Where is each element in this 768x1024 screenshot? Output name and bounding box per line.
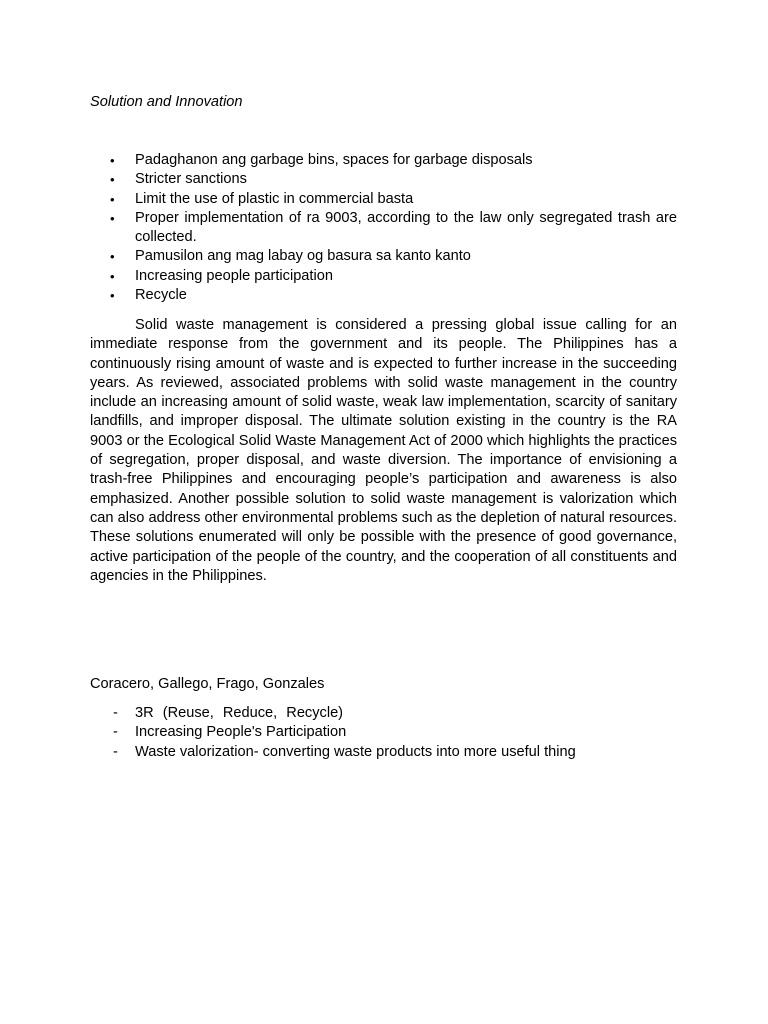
list-item-text: Waste valorization- converting waste products into more useful thing [135, 743, 576, 760]
body-paragraph: Solid waste management is considered a pressing global issue calling for an immediate response from the government and its people. The Philippines has a continuously rising amount of waste and is expected to further increase in the succeeding years. As reviewed, associated problems with solid waste management in the country include an increasing amount of solid waste, weak law implementation, scarcity of sanitary landfills, and improper disposal. The ultimate solution existing in the country is the RA 9003 or the Ecological Solid Waste Management Act of 2000 which highlights the practices of segregation, proper disposal, and waste diversion. The importance of envisioning a trash-free Philippines and encouraging people’s participation and awareness is also emphasized. Another possible solution to solid waste management is valorization which can also address other environmental problems such as the depletion of natural resources. These solutions enumerated will only be possible with the presence of good governance, active participation of the people of the country, and the cooperation of all constituents and agencies in the Philippines. [90, 317, 677, 584]
dash-icon: - [113, 705, 118, 721]
bullet-icon: • [110, 210, 115, 226]
list-item [90, 267, 677, 286]
ideas-list [90, 704, 677, 762]
list-item [90, 170, 677, 189]
bullet-icon: • [110, 191, 115, 207]
bullet-icon: • [110, 268, 115, 284]
list-item-text: Proper implementation of ra 9003, according to the law only segregated trash are collected. [135, 209, 677, 246]
list-item [90, 247, 677, 266]
dash-icon: - [113, 743, 118, 760]
list-item-text: Limit the use of plastic in commercial basta [135, 190, 414, 207]
bullet-icon: • [110, 288, 115, 304]
authors-line: Coracero, Gallego, Frago, Gonzales [90, 676, 325, 692]
list-item-text: Increasing People's Participation [135, 724, 347, 741]
list-item-text: Padaghanon ang garbage bins, spaces for garbage disposals [135, 152, 533, 168]
list-item-text: 3R (Reuse, Reduce, Recycle) [135, 705, 344, 721]
dash-icon: - [113, 724, 118, 741]
section-title: Solution and Innovation [90, 94, 243, 110]
list-item [90, 286, 677, 305]
list-item [90, 704, 677, 723]
list-item [90, 190, 677, 209]
bullet-icon: • [110, 153, 115, 168]
list-item [90, 743, 677, 762]
list-item [90, 723, 677, 742]
list-item-text: Increasing people participation [135, 267, 333, 284]
solutions-list [90, 151, 677, 305]
bullet-icon: • [110, 172, 115, 188]
list-item [90, 209, 677, 248]
bullet-icon: • [110, 249, 115, 265]
list-item-text: Pamusilon ang mag labay og basura sa kanto kanto [135, 248, 471, 265]
list-item [90, 151, 677, 170]
list-item-text: Recycle [135, 287, 187, 304]
list-item-text: Stricter sanctions [135, 171, 247, 188]
